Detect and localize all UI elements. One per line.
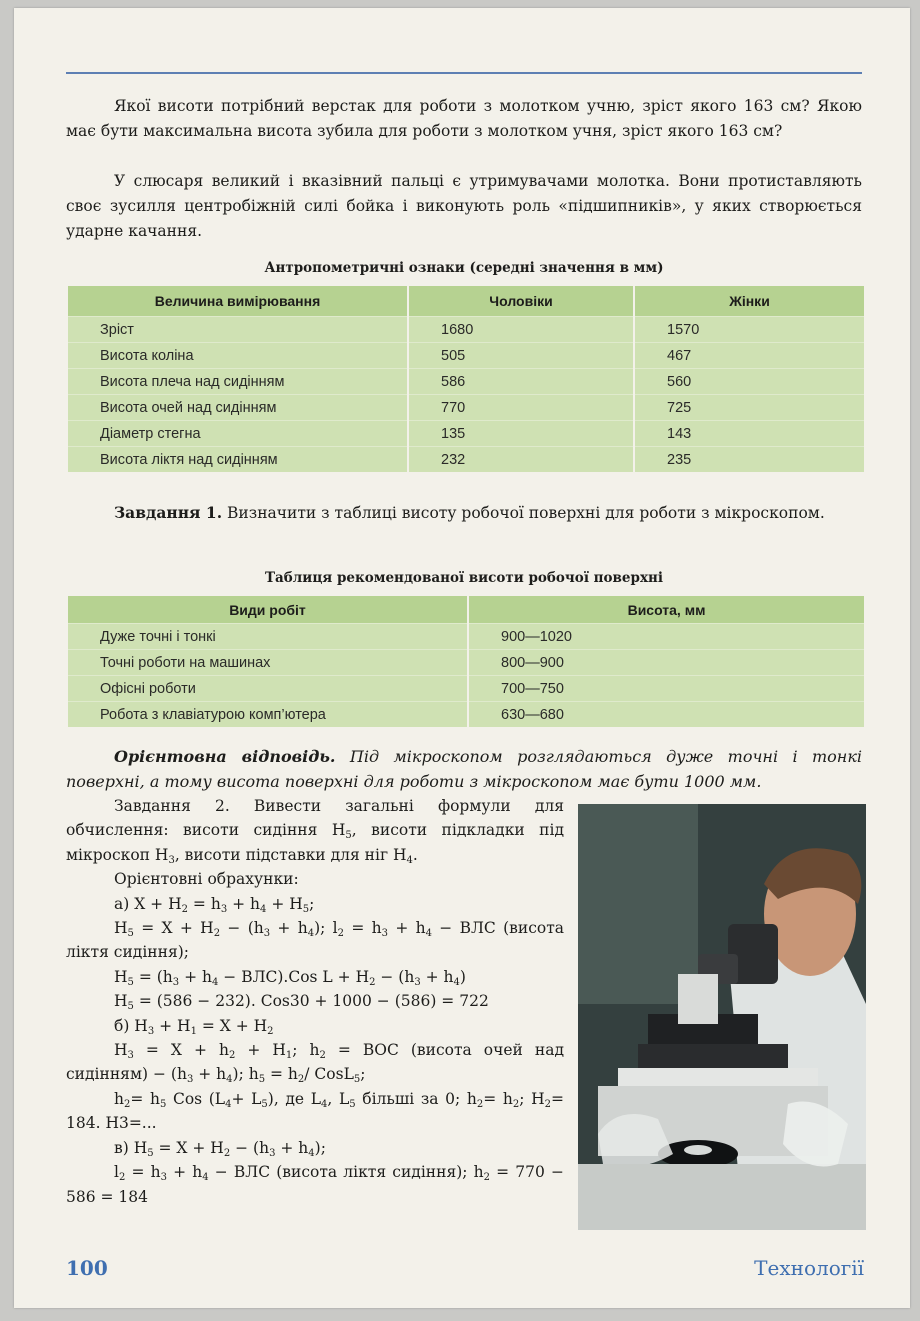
table-cell: 630—680 — [468, 702, 864, 728]
page-number: 100 — [66, 1256, 108, 1280]
answer-text: Під мікроскопом розглядаються дуже точні і тонкі поверхні, а тому висота поверхні для роботи з мікроскопом має бути 1000 мм. — [66, 747, 863, 791]
table-cell: 725 — [634, 395, 864, 421]
work-height-table — [68, 596, 864, 727]
table-header-row — [68, 596, 864, 624]
table-cell: Висота коліна — [68, 343, 408, 369]
table1-caption: Антропометричні ознаки (середні значення в мм) — [264, 260, 664, 276]
table-cell: 232 — [408, 447, 634, 473]
table-header-row — [68, 286, 864, 317]
column-header: Чоловіки — [408, 286, 634, 317]
table-cell: Зріст — [68, 317, 408, 343]
table-cell: Робота з клавіатурою комп’ютера — [68, 702, 468, 728]
table-cell: Точні роботи на машинах — [68, 650, 468, 676]
table-row — [68, 650, 864, 676]
table-row — [68, 447, 864, 473]
scientist-at-microscope-illustration — [578, 804, 866, 1230]
table-cell: 135 — [408, 421, 634, 447]
task2-label: Завдання 2. — [114, 797, 230, 815]
table-cell: 800—900 — [468, 650, 864, 676]
table-row — [68, 421, 864, 447]
table-row — [68, 343, 864, 369]
column-header: Жінки — [634, 286, 864, 317]
table-cell: 1570 — [634, 317, 864, 343]
answer-paragraph — [66, 744, 862, 794]
intro-text: У слюсаря великий і вказівний пальці є утримувачами молотка. Вони протиставляють своє зусилля центробіжній силі бойка і виконують роль «підшипників», у яких створюється ударне качання. — [66, 172, 862, 240]
table-cell: 900—1020 — [468, 624, 864, 650]
task2-block: Завдання 2. Вивести загальні формули для обчислення: висоти сидіння $Н_5$, висоти підкладки під мікроскоп $Н_3$, висоти підставки для ніг $Н_4$. Орієнтовні обрахунки: а) $Х + Н_2 = h_3 + h_4 + Н_5$; $Н_5 = Х + Н_2 - (h_3 + h_4)$; $l_2 = h_3 + h_4$ − ВЛС (висота ліктя сидіння); $Н_5 = (h_3 + h_4 - ВЛС).Cos$ $L + Н_2 - (h_3 + h_4)$ $Н_5 = (586 - 232)$. Cos30 + 1000 − (586) = 722 б) $Н_3 + Н_1 = Х + Н_2$ $Н_3 = Х + h_2 + Н_1$; $h_2$ = ВОС (висота очей над сидінням) − $(h_3 + h_4)$; $h_5 = h_2/$ CosL$_5$; $h_2= h_5$ Cos $(L_4+ L_5)$, де $L_4$, $L_5$ більші за 0; $h_2= h_2$; $Н_2= 184$. Н3=... в) $Н_5 = Х + Н_2 - (h_3 + h_4)$; $l_2 = h_3 + h_4$ − ВЛС (висота ліктя сидіння); $h_2 = 770 - 586 = 184$ — [66, 797, 565, 1206]
table-cell: Висота ліктя над сидінням — [68, 447, 408, 473]
column-header: Величина вимірювання — [68, 286, 408, 317]
table-row — [68, 702, 864, 728]
table-row — [68, 395, 864, 421]
task1-text: Визначити з таблиці висоту робочої поверхні для роботи з мікроскопом. — [222, 504, 825, 522]
task1-paragraph — [66, 500, 862, 526]
table-row — [68, 317, 864, 343]
table-row — [68, 624, 864, 650]
answer-label: Орієнтовна відповідь. — [114, 747, 336, 766]
intro-question: Якої висоти потрібний верстак для роботи з молотком учню, зріст якого 163 см? Якою має бути максимальна висота зубила для роботи з молотком учня, зріст якого 163 см? — [66, 97, 862, 140]
column-header: Висота, мм — [468, 596, 864, 624]
table-cell: Діаметр стегна — [68, 421, 408, 447]
table-cell: 505 — [408, 343, 634, 369]
column-header: Види робіт — [68, 596, 468, 624]
table-cell: Висота очей над сидінням — [68, 395, 408, 421]
task1-label: Завдання 1. — [114, 503, 223, 522]
footer-title: Технології — [754, 1256, 864, 1280]
table-cell: 1680 — [408, 317, 634, 343]
microscope-photo — [578, 804, 866, 1230]
textbook-page — [14, 8, 910, 1308]
table-row — [68, 676, 864, 702]
calc-title: Орієнтовні обрахунки: — [114, 870, 299, 889]
anthropometric-table — [68, 286, 864, 472]
table-row — [68, 369, 864, 395]
table-cell: 700—750 — [468, 676, 864, 702]
top-rule — [66, 72, 862, 74]
table2-caption: Таблиця рекомендованої висоти робочої поверхні — [264, 570, 663, 586]
table-cell: 467 — [634, 343, 864, 369]
table-cell: 586 — [408, 369, 634, 395]
table-cell: Дуже точні і тонкі — [68, 624, 468, 650]
table-cell: 235 — [634, 447, 864, 473]
table-cell: 143 — [634, 421, 864, 447]
table-cell: Висота плеча над сидінням — [68, 369, 408, 395]
table-cell: 560 — [634, 369, 864, 395]
table-cell: Офісні роботи — [68, 676, 468, 702]
table-cell: 770 — [408, 395, 634, 421]
